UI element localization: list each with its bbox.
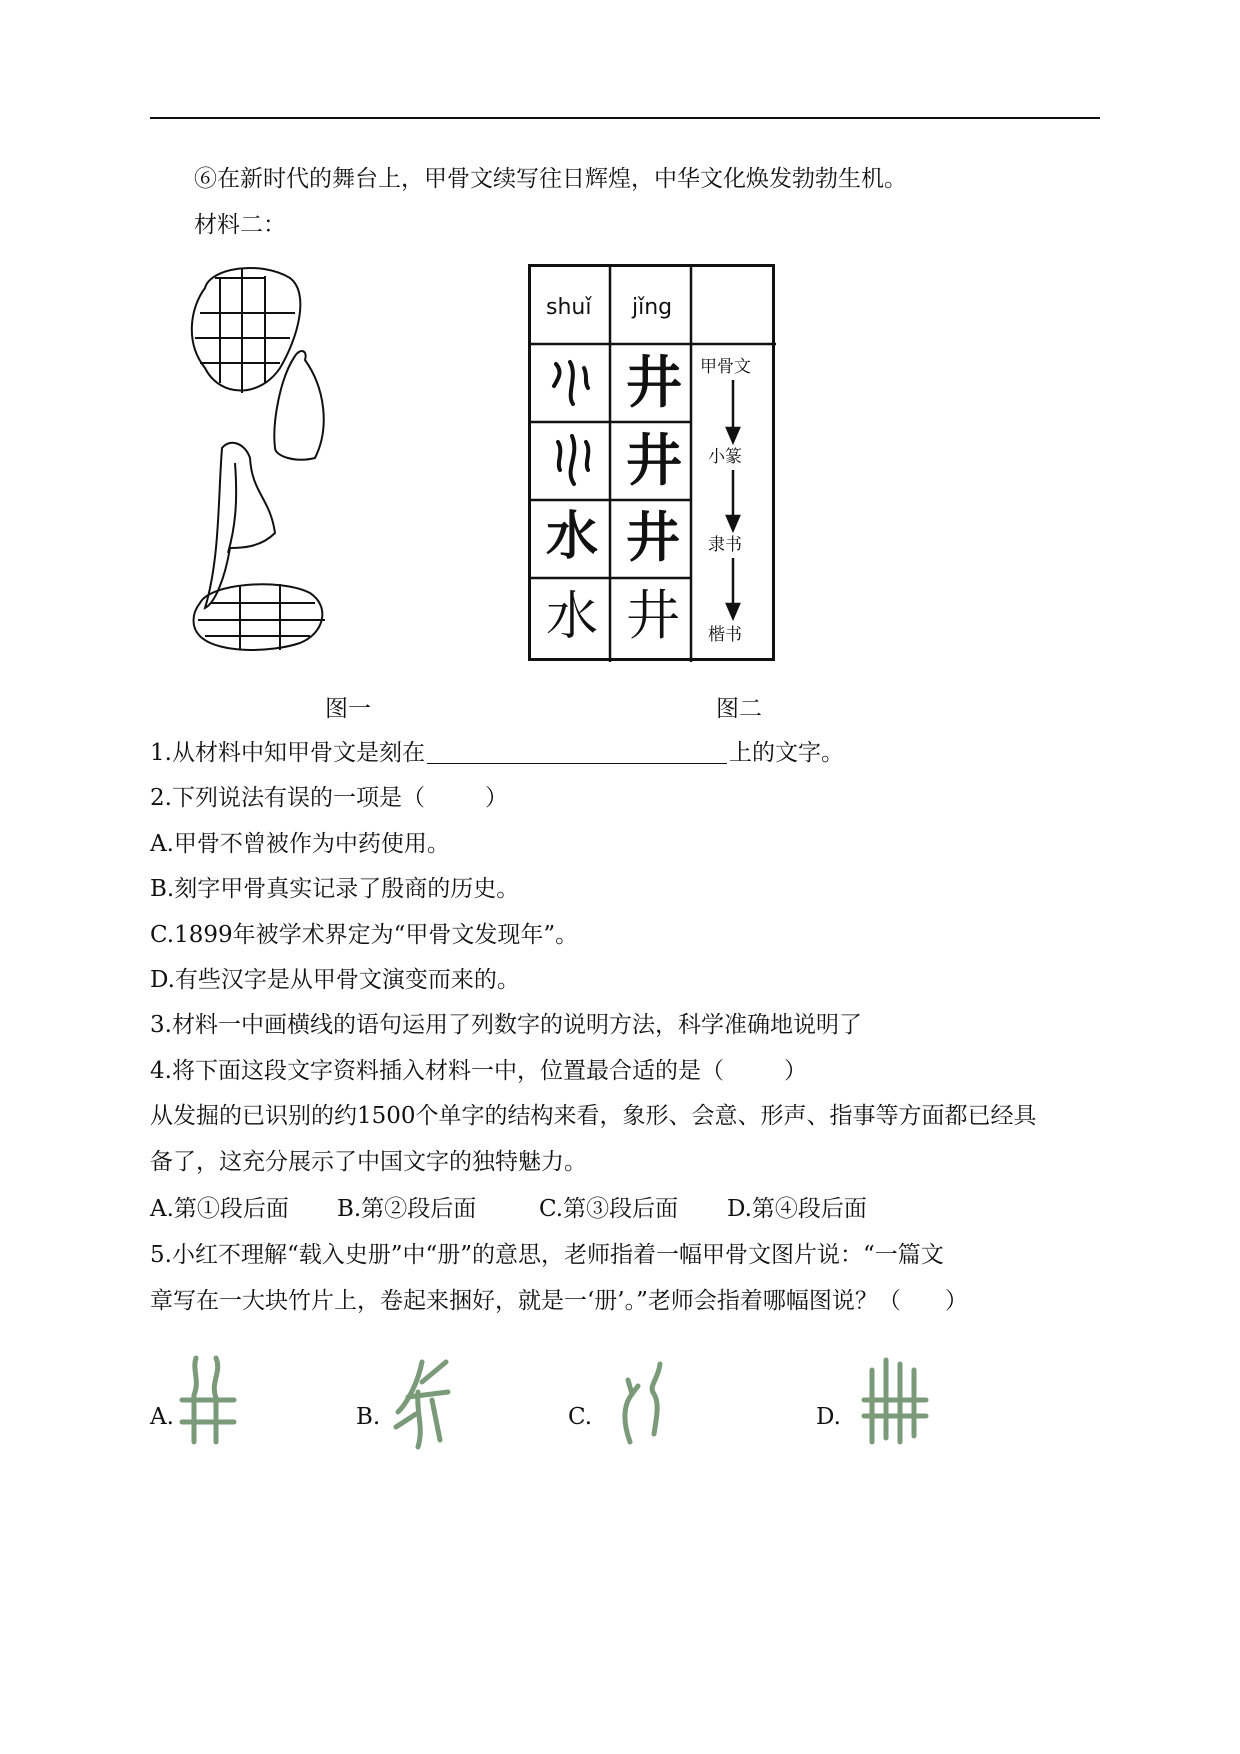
stage-oracle: 甲骨文 [700,357,751,377]
long-bone [205,443,275,608]
material-one-tail: ⑥在新时代的舞台上，甲骨文续写往日辉煌，中华文化焕发勃勃生机。 [194,166,907,192]
q4-passage-line-1: 从发掘的已识别的约1500个单字的结构来看，象形、会意、形声、指事等方面都已经具 [150,1103,1037,1129]
question-4: 4.将下面这段文字资料插入材料一中，位置最合适的是（ ） [150,1058,807,1084]
q5-option-c-label: C. [568,1404,593,1430]
q2-option-b: B.刻字甲骨真实记录了殷商的历史。 [150,876,520,902]
q5-option-a-label: A. [150,1404,174,1430]
pinyin-shui: shuǐ [546,295,592,320]
arrow-icon [727,380,739,618]
figure2-evolution-table [528,264,776,662]
q2-option-d: D.有些汉字是从甲骨文演变而来的。 [150,967,520,993]
figure1-caption: 图一 [325,696,371,722]
q5-glyph-a [178,1350,238,1450]
q5-glyph-b [388,1352,458,1452]
oracle-water-glyph [554,362,588,404]
material-two-title: 材料二： [194,212,286,238]
pinyin-jing: jǐng [632,295,673,320]
seal-water-glyph [558,436,588,484]
q4-option-d: D.第④段后面 [727,1196,867,1222]
header-rule [150,117,1100,119]
answer-blank[interactable] [427,743,727,764]
turtle-shell-top [192,268,301,391]
question-3: 3.材料一中画横线的语句运用了列数字的说明方法，科学准确地说明了 [150,1012,862,1038]
question-5-line-2: 章写在一大块竹片上，卷起来捆好，就是一‘册’。”老师会指着哪幅图说？（ ） [150,1288,968,1314]
q5-option-b-label: B. [356,1404,381,1430]
q4-option-b: B.第②段后面 [337,1196,477,1222]
stage-seal: 小篆 [708,447,742,467]
stage-regular: 楷书 [708,625,742,645]
turtle-shell-bottom [194,584,323,650]
bone-fragment [274,351,323,460]
q5-glyph-d [860,1350,930,1450]
question-1: 1.从材料中知甲骨文是刻在 上的文字。 [150,740,844,766]
clerical-well-glyph: 井 [626,505,680,569]
oracle-well-glyph: 井 [626,350,682,416]
stage-clerical: 隶书 [708,535,742,555]
q2-option-a: A.甲骨不曾被作为中药使用。 [150,831,450,857]
regular-well-glyph: 井 [626,584,680,647]
q4-passage-line-2: 备了，这充分展示了中国文字的独特魅力。 [150,1149,587,1175]
question-5-line-1: 5.小红不理解“载入史册”中“册”的意思，老师指着一幅甲骨文图片说：“一篇文 [150,1242,944,1268]
question-2: 2.下列说法有误的一项是（ ） [150,785,508,811]
regular-water-glyph: 水 [546,587,599,647]
seal-well-glyph: 井 [626,428,682,494]
clerical-water-glyph: 水 [546,506,599,567]
q4-option-a: A.第①段后面 [150,1196,289,1222]
q4-option-c: C.第③段后面 [539,1196,679,1222]
q5-option-d-label: D. [816,1404,841,1430]
figure1-oracle-bones [180,258,380,658]
figure2-caption: 图二 [716,696,762,722]
q5-glyph-c [610,1350,680,1450]
q2-option-c: C.1899年被学术界定为“甲骨文发现年”。 [150,922,579,948]
